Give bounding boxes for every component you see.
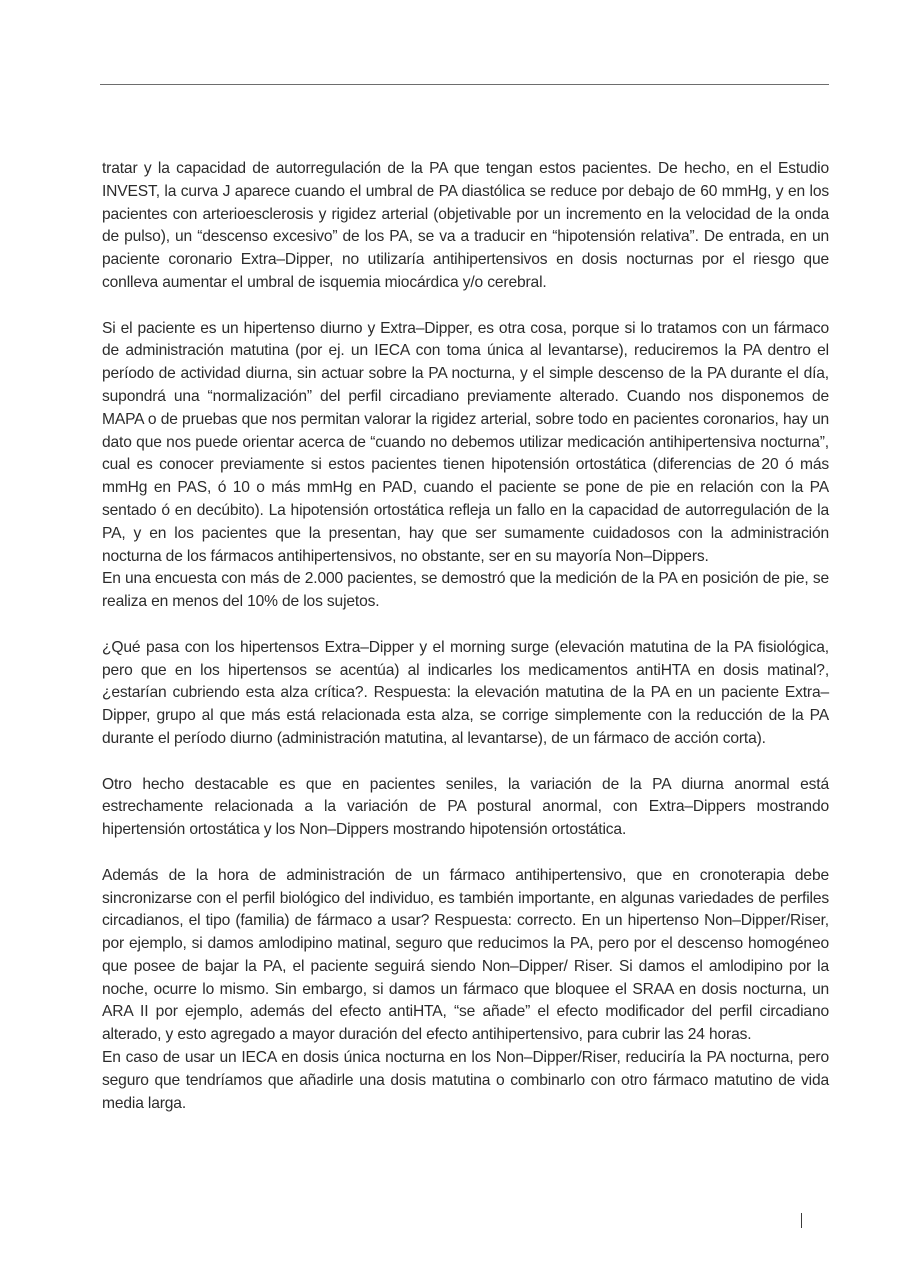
paragraph-6: Además de la hora de administración de un fármaco antihipertensivo, que en cronoterapia debe sincronizarse con el perfil biológico del individuo, es también importante, en algunas variedades de perfiles circadianos, el tipo (familia) de fármaco a usar? Respuesta: correcto. En un hipertenso Non–Dipper/Riser, por ejemplo, si damos amlodipino matinal, seguro que reducimos la PA, pero por el descenso homogéneo que posee de bajar la PA, el paciente seguirá siendo Non–Dipper/ Riser. Si damos el amlodipino por la noche, ocurre lo mismo. Sin embargo, si damos un fármaco que bloquee el SRAA en dosis nocturna, un ARA II por ejemplo, además del efecto antiHTA, “se añade” el efecto modificador del perfil circadiano alterado, y esto agregado a mayor duración del efecto antihipertensivo, para cubrir las 24 horas. bbox=[102, 866, 829, 1044]
paragraph-5: Otro hecho destacable es que en pacientes seniles, la variación de la PA diurna anormal está estrechamente relacionada a la variación de PA postural anormal, con Extra–Dippers mostrando hipertensión ortostática y los Non–Dippers mostrando hipotensión ortostática. bbox=[102, 775, 829, 839]
page-number-marker bbox=[801, 1213, 802, 1228]
paragraph-3: En una encuesta con más de 2.000 pacientes, se demostró que la medición de la PA en posición de pie, se realiza en menos del 10% de los sujetos. bbox=[102, 570, 829, 611]
header-rule bbox=[100, 84, 829, 85]
paragraph-4: ¿Qué pasa con los hipertensos Extra–Dipper y el morning surge (elevación matutina de la PA fisiológica, pero que en los hipertensos se acentúa) al indicarles los medicamentos antiHTA en dosis matinal?, ¿estarían cubriendo esta alza crítica?. Respuesta: la elevación matutina de la PA en un paciente Extra–Dipper, grupo al que más está relacionada esta alza, se corrige simplemente con la reducción de la PA durante el período diurno (administración matutina, al levantarse), de un fármaco de acción corta). bbox=[102, 638, 829, 747]
body-text bbox=[102, 158, 829, 1115]
paragraph-7: En caso de usar un IECA en dosis única nocturna en los Non–Dipper/Riser, reduciría la PA nocturna, pero seguro que tendríamos que añadirle una dosis matutina o combinarlo con otro fármaco matutino de vida media larga. bbox=[102, 1049, 829, 1112]
paragraph-2: Si el paciente es un hipertenso diurno y Extra–Dipper, es otra cosa, porque si lo tratamos con un fármaco de administración matutina (por ej. un IECA con toma única al levantarse), reduciremos la PA dentro el período de actividad diurna, sin actuar sobre la PA nocturna, y el simple descenso de la PA durante el día, supondrá una “normalización” del perfil circadiano previamente alterado. Cuando nos disponemos de MAPA o de pruebas que nos permitan valorar la rigidez arterial, sobre todo en pacientes coronarios, hay un dato que nos puede orientar acerca de “cuando no debemos utilizar medicación antihipertensiva nocturna”, cual es conocer previamente si estos pacientes tienen hipotensión ortostática (diferencias de 20 ó más mmHg en PAS, ó 10 o más mmHg en PAD, cuando el paciente se pone de pie en relación con la PA sentado ó en decúbito). La hipotensión ortostática refleja un fallo en la capacidad de autorregulación de la PA, y en los pacientes que la presentan, hay que ser sumamente cuidadosos con la administración nocturna de los fármacos antihipertensivos, no obstante, ser en su mayoría Non–Dippers. bbox=[102, 319, 829, 565]
paragraph-1: tratar y la capacidad de autorregulación de la PA que tengan estos pacientes. De hecho, en el Estudio INVEST, la curva J aparece cuando el umbral de PA diastólica se reduce por debajo de 60 mmHg, y en los pacientes con arterioesclerosis y rigidez arterial (objetivable por un incremento en la velocidad de la onda de pulso), un “descenso excesivo” de los PA, se va a traducir en “hipotensión relativa”. De entrada, en un paciente coronario Extra–Dipper, no utilizaría antihipertensivos en dosis nocturnas por el riesgo que conlleva aumentar el umbral de isquemia miocárdica y/o cerebral. bbox=[102, 160, 829, 291]
